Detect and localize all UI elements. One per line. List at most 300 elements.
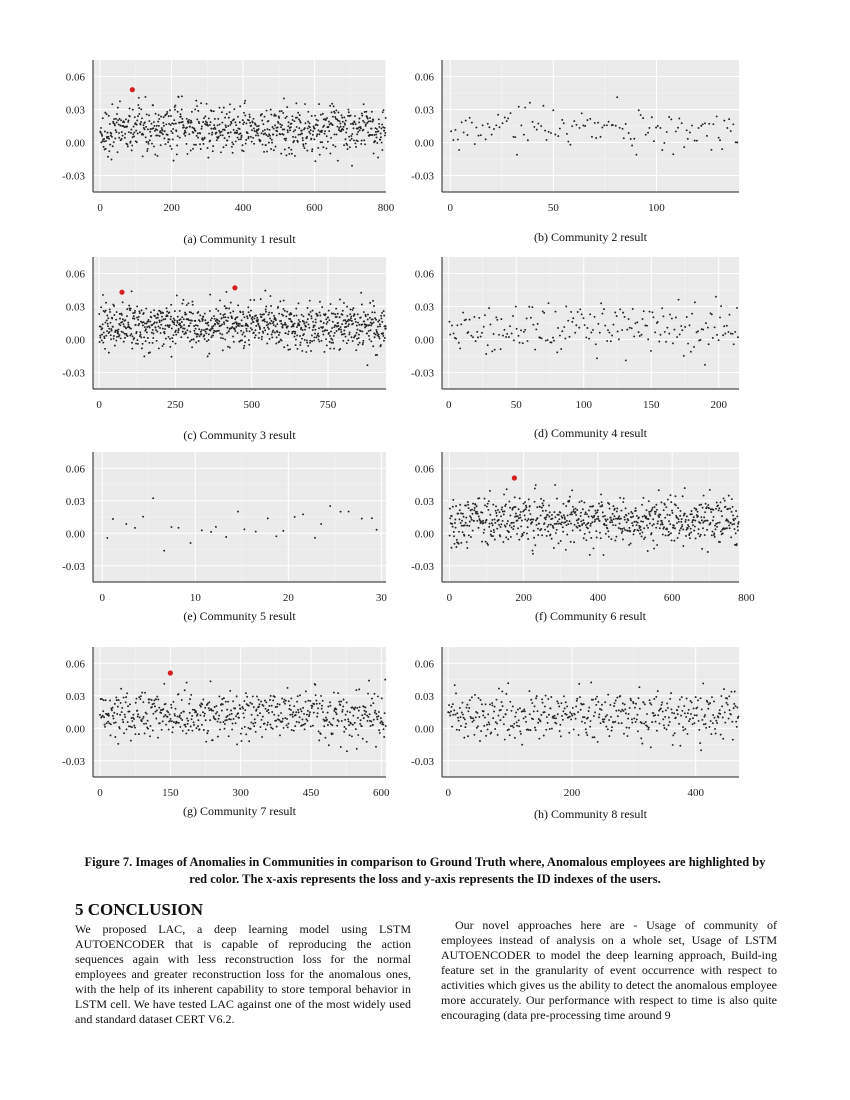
data-point (647, 728, 649, 730)
data-point (662, 711, 664, 713)
data-point (627, 735, 629, 737)
y-tick-label: -0.03 (411, 755, 434, 768)
data-point (691, 702, 693, 704)
data-point (501, 690, 503, 692)
data-point (692, 717, 694, 719)
subfigure-caption: (g) Community 7 result (183, 804, 296, 818)
data-point (688, 709, 690, 711)
data-point (649, 699, 651, 701)
data-point (566, 714, 568, 716)
data-point (705, 727, 707, 729)
data-point (556, 700, 558, 702)
data-point (467, 735, 469, 737)
data-point (550, 696, 552, 698)
data-point (457, 717, 459, 719)
data-point (695, 696, 697, 698)
data-point (458, 720, 460, 722)
data-point (488, 721, 490, 723)
data-point (631, 722, 633, 724)
data-point (569, 716, 571, 718)
data-point (550, 707, 552, 709)
data-point (641, 722, 643, 724)
y-tick-label: 0.06 (414, 268, 434, 281)
data-point (623, 710, 625, 712)
y-tick-label: 0.00 (414, 723, 434, 736)
data-point (560, 702, 562, 704)
x-tick-label: 200 (163, 202, 180, 214)
data-point (554, 715, 556, 717)
data-point (689, 718, 691, 720)
data-point (656, 730, 658, 732)
data-point (498, 688, 500, 690)
data-point (449, 712, 451, 714)
data-point (719, 709, 721, 711)
subfigure-caption: (c) Community 3 result (183, 428, 296, 442)
data-point (494, 728, 496, 730)
data-point (666, 728, 668, 730)
data-point (570, 718, 572, 720)
data-point (571, 715, 573, 717)
data-point (472, 717, 474, 719)
data-point (523, 717, 525, 719)
data-point (676, 709, 678, 711)
data-point (645, 721, 647, 723)
data-point (537, 710, 539, 712)
x-tick-label: 0 (446, 399, 452, 411)
data-point (479, 740, 481, 742)
data-point (650, 704, 652, 706)
data-point (455, 714, 457, 716)
data-point (715, 720, 717, 722)
y-tick-label: 0.00 (414, 137, 434, 150)
x-tick-label: 100 (648, 202, 665, 214)
data-point (682, 726, 684, 728)
data-point (492, 704, 494, 706)
data-point (533, 710, 535, 712)
data-point (597, 741, 599, 743)
data-point (692, 723, 694, 725)
data-point (564, 707, 566, 709)
data-point (534, 727, 536, 729)
data-point (611, 730, 613, 732)
data-point (590, 682, 592, 684)
data-point (719, 713, 721, 715)
data-point (537, 722, 539, 724)
data-point (592, 736, 594, 738)
data-point (451, 726, 453, 728)
y-tick-label: 0.03 (65, 690, 85, 703)
data-point (635, 703, 637, 705)
data-point (621, 722, 623, 724)
y-tick-label: 0.06 (414, 658, 434, 671)
x-tick-label: 20 (282, 592, 294, 604)
y-tick-label: -0.03 (62, 755, 85, 768)
data-point (502, 705, 504, 707)
data-point (728, 718, 730, 720)
data-point (674, 732, 676, 734)
data-point (452, 703, 454, 705)
data-point (597, 701, 599, 703)
data-point (489, 703, 491, 705)
data-point (531, 702, 533, 704)
data-point (625, 712, 627, 714)
x-tick-label: 150 (643, 399, 660, 411)
data-point (705, 723, 707, 725)
data-point (589, 726, 591, 728)
data-point (483, 725, 485, 727)
data-point (685, 716, 687, 718)
data-point (511, 710, 513, 712)
data-point (605, 716, 607, 718)
data-point (486, 724, 488, 726)
x-tick-label: 800 (738, 592, 755, 604)
data-point (722, 738, 724, 740)
data-point (468, 707, 470, 709)
data-point (541, 698, 543, 700)
data-point (680, 715, 682, 717)
data-point (693, 707, 695, 709)
data-point (624, 708, 626, 710)
x-tick-label: 200 (710, 399, 727, 411)
data-point (472, 721, 474, 723)
data-point (711, 696, 713, 698)
data-point (650, 746, 652, 748)
data-point (724, 711, 726, 713)
data-point (478, 697, 480, 699)
data-point (602, 718, 604, 720)
data-point (735, 705, 737, 707)
data-point (548, 714, 550, 716)
data-point (518, 719, 520, 721)
x-tick-label: 0 (445, 787, 451, 799)
data-point (604, 718, 606, 720)
data-point (481, 703, 483, 705)
data-point (459, 707, 461, 709)
data-point (605, 726, 607, 728)
data-point (670, 692, 672, 694)
data-point (657, 714, 659, 716)
data-point (710, 720, 712, 722)
data-point (681, 696, 683, 698)
data-point (700, 697, 702, 699)
x-tick-label: 800 (377, 202, 395, 214)
data-point (633, 717, 635, 719)
data-point (487, 713, 489, 715)
x-tick-label: 600 (663, 592, 681, 604)
data-point (630, 699, 632, 701)
y-tick-label: 0.00 (65, 334, 85, 347)
data-point (546, 716, 548, 718)
data-point (551, 728, 553, 730)
x-tick-label: 400 (687, 787, 704, 799)
data-point (529, 713, 531, 715)
data-point (596, 696, 598, 698)
conclusion-paragraph-right: Our novel approaches here are - Usage of community of employees instead of analysis on a whole set, Usage of LSTM AUTOENCODER to model the deep learning approach, Build-ing feature set in the granularity of event occurrence with respect to activities which gives us the ability to detect the anomalous employee more accurately. Our performance with respect to time is also quite encouraging (data pre-processing time around 9 (441, 918, 777, 1022)
data-point (634, 707, 636, 709)
data-point (654, 714, 656, 716)
data-point (615, 710, 617, 712)
data-point (449, 715, 451, 717)
data-point (464, 718, 466, 720)
data-point (514, 716, 516, 718)
x-tick-label: 250 (167, 399, 184, 411)
data-point (686, 698, 688, 700)
data-point (466, 707, 468, 709)
data-point (484, 717, 486, 719)
x-tick-label: 150 (162, 787, 179, 799)
x-tick-label: 200 (515, 592, 532, 604)
data-point (675, 717, 677, 719)
data-point (653, 698, 655, 700)
data-point (696, 706, 698, 708)
y-tick-label: 0.03 (414, 690, 434, 703)
data-point (471, 696, 473, 698)
data-point (731, 691, 733, 693)
data-point (736, 707, 738, 709)
data-point (678, 723, 680, 725)
data-point (473, 734, 475, 736)
data-point (544, 705, 546, 707)
data-point (558, 706, 560, 708)
data-point (545, 695, 547, 697)
data-point (499, 719, 501, 721)
data-point (480, 699, 482, 701)
data-point (529, 729, 531, 731)
x-tick-label: 50 (547, 202, 559, 214)
data-point (655, 721, 657, 723)
data-point (592, 699, 594, 701)
data-point (545, 729, 547, 731)
data-point (615, 700, 617, 702)
data-point (540, 714, 542, 716)
data-point (590, 720, 592, 722)
y-tick-label: 0.00 (65, 723, 85, 736)
data-point (563, 695, 565, 697)
data-point (662, 718, 664, 720)
data-point (493, 711, 495, 713)
data-point (707, 708, 709, 710)
data-point (575, 706, 577, 708)
data-point (661, 704, 663, 706)
data-point (665, 709, 667, 711)
x-tick-label: 400 (234, 202, 252, 214)
data-point (497, 715, 499, 717)
data-point (641, 743, 643, 745)
data-point (452, 714, 454, 716)
data-point (581, 721, 583, 723)
data-point (733, 703, 735, 705)
data-point (507, 682, 509, 684)
data-point (713, 700, 715, 702)
data-point (520, 733, 522, 735)
data-point (578, 683, 580, 685)
data-point (635, 721, 637, 723)
data-point (684, 728, 686, 730)
y-tick-label: 0.03 (414, 301, 434, 314)
data-point (588, 707, 590, 709)
data-point (617, 715, 619, 717)
x-tick-label: 600 (373, 787, 390, 799)
data-point (663, 724, 665, 726)
data-point (737, 716, 739, 718)
data-point (595, 704, 597, 706)
data-point (628, 713, 630, 715)
data-point (702, 682, 704, 684)
subfigure-caption: (a) Community 1 result (183, 232, 296, 246)
data-point (671, 712, 673, 714)
data-point (455, 692, 457, 694)
data-point (535, 697, 537, 699)
figure-caption: Figure 7. Images of Anomalies in Communities in comparison to Ground Truth where, Anomalous employees are highlighted by red color. The x-axis represents the loss and y-axis represents the ID indexes of the users. (84, 855, 766, 886)
data-point (466, 704, 468, 706)
data-point (683, 729, 685, 731)
data-point (508, 728, 510, 730)
y-tick-label: 0.06 (65, 71, 85, 84)
data-point (669, 721, 671, 723)
data-point (490, 731, 492, 733)
data-point (720, 734, 722, 736)
data-point (638, 686, 640, 688)
data-point (624, 703, 626, 705)
data-point (518, 725, 520, 727)
data-point (687, 733, 689, 735)
data-point (509, 701, 511, 703)
data-point (559, 730, 561, 732)
data-point (613, 705, 615, 707)
data-point (524, 710, 526, 712)
data-point (677, 713, 679, 715)
data-point (528, 690, 530, 692)
y-tick-label: -0.03 (411, 560, 434, 573)
data-point (506, 709, 508, 711)
y-tick-label: 0.00 (414, 334, 434, 347)
data-point (712, 714, 714, 716)
data-point (594, 711, 596, 713)
data-point (623, 733, 625, 735)
data-point (562, 719, 564, 721)
data-point (616, 697, 618, 699)
data-point (661, 702, 663, 704)
data-point (608, 719, 610, 721)
data-point (697, 699, 699, 701)
data-point (528, 729, 530, 731)
data-point (606, 714, 608, 716)
data-point (463, 717, 465, 719)
x-tick-label: 100 (575, 399, 592, 411)
data-point (721, 705, 723, 707)
data-point (652, 712, 654, 714)
data-point (478, 716, 480, 718)
x-tick-label: 0 (96, 399, 102, 411)
data-point (593, 715, 595, 717)
data-point (542, 702, 544, 704)
data-point (648, 727, 650, 729)
data-point (593, 736, 595, 738)
data-point (639, 708, 641, 710)
section-heading: 5 CONCLUSION (75, 900, 203, 919)
data-point (560, 735, 562, 737)
data-point (629, 707, 631, 709)
data-point (535, 729, 537, 731)
y-tick-label: 0.03 (65, 104, 85, 117)
data-point (517, 708, 519, 710)
data-point (500, 709, 502, 711)
x-tick-label: 0 (447, 202, 453, 214)
data-point (543, 735, 545, 737)
data-point (572, 707, 574, 709)
data-point (587, 717, 589, 719)
data-point (451, 706, 453, 708)
data-point (578, 734, 580, 736)
data-point (462, 714, 464, 716)
y-tick-label: 0.00 (65, 137, 85, 150)
data-point (573, 728, 575, 730)
data-point (577, 711, 579, 713)
data-point (668, 717, 670, 719)
data-point (544, 711, 546, 713)
x-tick-label: 0 (97, 202, 103, 214)
data-point (485, 735, 487, 737)
data-point (716, 722, 718, 724)
x-tick-label: 450 (302, 787, 320, 799)
data-point (576, 698, 578, 700)
data-point (476, 712, 478, 714)
data-point (598, 713, 600, 715)
data-point (454, 684, 456, 686)
subfigure-caption: (f) Community 6 result (535, 609, 646, 623)
data-point (532, 718, 534, 720)
data-point (595, 698, 597, 700)
data-point (601, 704, 603, 706)
data-point (699, 742, 701, 744)
data-point (525, 716, 527, 718)
x-tick-label: 600 (306, 202, 323, 214)
data-point (462, 702, 464, 704)
data-point (562, 710, 564, 712)
data-point (559, 724, 561, 726)
data-point (557, 713, 559, 715)
data-point (667, 707, 669, 709)
data-point (448, 704, 450, 706)
data-point (603, 721, 605, 723)
data-point (710, 733, 712, 735)
data-point (714, 728, 716, 730)
data-point (694, 714, 696, 716)
y-tick-label: 0.06 (65, 268, 85, 281)
data-point (516, 721, 518, 723)
data-point (627, 718, 629, 720)
y-tick-label: 0.06 (65, 658, 85, 671)
data-point (583, 703, 585, 705)
y-tick-label: -0.03 (411, 170, 434, 183)
x-tick-label: 750 (319, 399, 337, 411)
subfigure-caption: (h) Community 8 result (534, 807, 647, 821)
data-point (557, 702, 559, 704)
data-point (619, 695, 621, 697)
data-point (731, 721, 733, 723)
subfigure-caption: (e) Community 5 result (183, 609, 296, 623)
data-point (609, 704, 611, 706)
data-point (473, 719, 475, 721)
data-point (505, 713, 507, 715)
data-point (735, 721, 737, 723)
data-point (585, 728, 587, 730)
data-point (553, 717, 555, 719)
data-point (456, 712, 458, 714)
data-point (633, 702, 635, 704)
data-point (690, 700, 692, 702)
data-point (568, 732, 570, 734)
